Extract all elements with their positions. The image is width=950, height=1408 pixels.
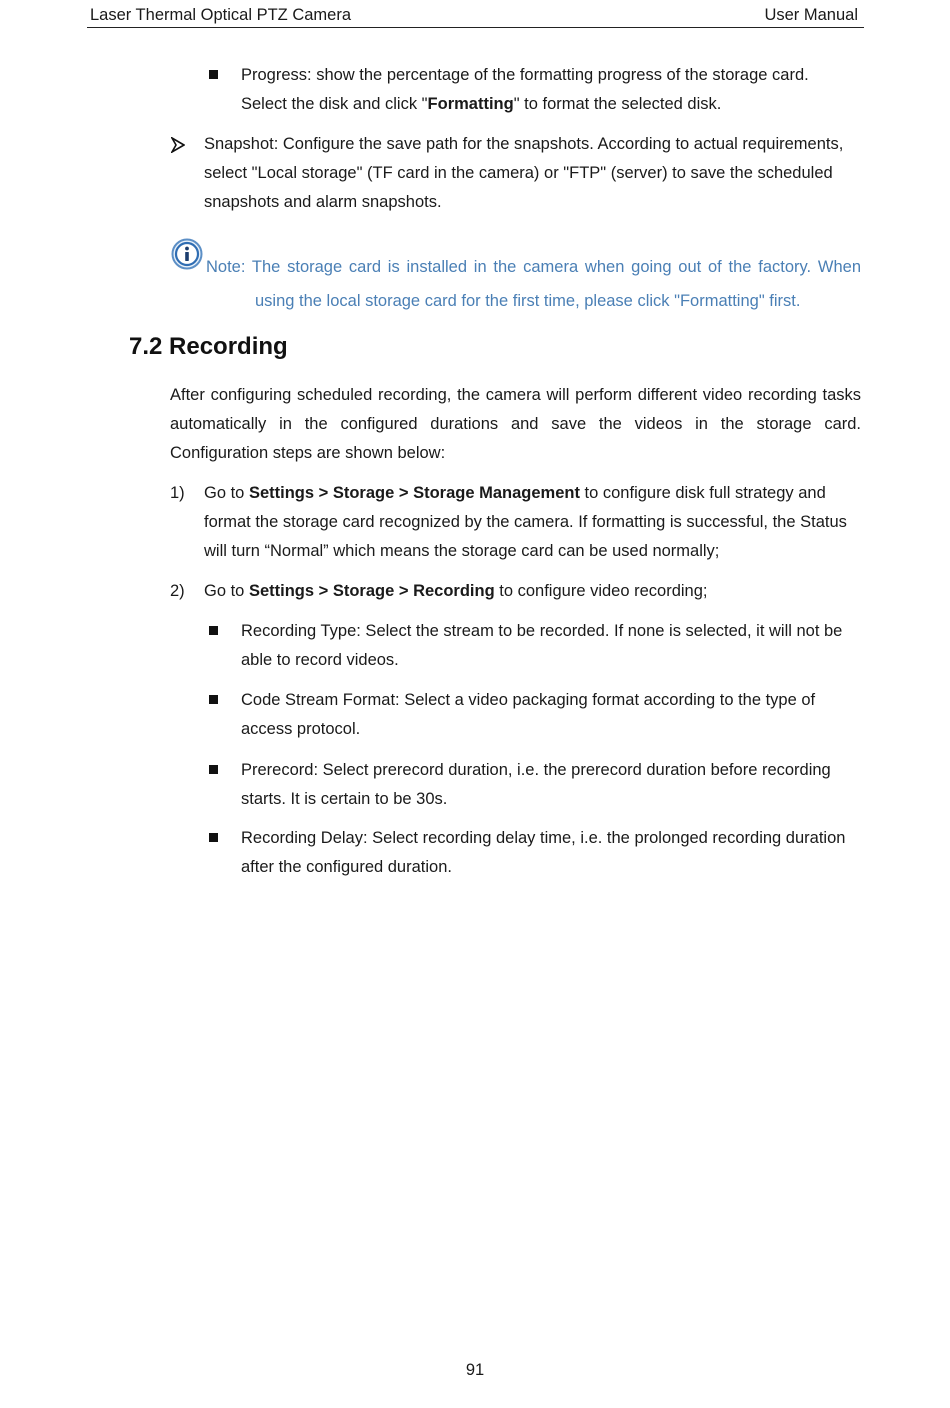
- square-bullet-icon: [209, 695, 218, 704]
- snapshot-bullet-line1: Snapshot: Configure the save path for the snapshots. According to actual requirements,: [204, 135, 844, 153]
- bullet-code-stream-line2: access protocol.: [241, 720, 361, 738]
- section-title: 7.2 Recording: [129, 333, 288, 360]
- square-bullet-icon: [209, 626, 218, 635]
- square-bullet-icon: [209, 833, 218, 842]
- step-1-line1: Go to Settings > Storage > Storage Management to configure disk full strategy and: [204, 484, 826, 502]
- step-2-path: Settings > Storage > Recording: [248, 582, 495, 600]
- step-number: 1): [170, 484, 185, 502]
- note-line2: using the local storage card for the first time, please click "Formatting" first.: [255, 292, 801, 310]
- square-bullet-icon: [209, 765, 218, 774]
- header-title: Laser Thermal Optical PTZ Camera: [90, 6, 352, 24]
- bullet-recording-type-line2: able to record videos.: [241, 651, 399, 669]
- step-1-line3: will turn “Normal” which means the storage card can be used normally;: [204, 542, 720, 560]
- intro-line1: After configuring scheduled recording, the camera will perform different video recording tasks: [170, 386, 861, 404]
- info-icon: [171, 238, 203, 270]
- page-number: 91: [465, 1361, 485, 1379]
- snapshot-bullet-line2: select "Local storage" (TF card in the camera) or "FTP" (server) to save the scheduled: [204, 164, 833, 182]
- progress-bullet-line2: Select the disk and click "Formatting" to format the selected disk.: [241, 95, 722, 113]
- intro-line3: Configuration steps are shown below:: [170, 444, 446, 462]
- progress-bullet-line1: Progress: show the percentage of the formatting progress of the storage card.: [241, 66, 809, 84]
- bullet-recording-delay-line1: Recording Delay: Select recording delay time, i.e. the prolonged recording duration: [241, 829, 846, 847]
- bullet-recording-type-line1: Recording Type: Select the stream to be recorded. If none is selected, it will not be: [241, 622, 843, 640]
- bullet-recording-delay-line2: after the configured duration.: [241, 858, 452, 876]
- snapshot-bullet-line3: snapshots and alarm snapshots.: [204, 193, 442, 211]
- step-2-line1: Go to Settings > Storage > Recording to configure video recording;: [204, 582, 708, 600]
- arrow-bullet-icon: [171, 137, 185, 153]
- intro-line2: automatically in the configured durations and save the videos in the storage card.: [170, 415, 861, 433]
- step-1-line2: format the storage card recognized by the camera. If formatting is successful, the Status: [204, 513, 847, 531]
- step-number: 2): [170, 582, 185, 600]
- note-line1: Note: The storage card is installed in the camera when going out of the factory. When: [206, 258, 861, 276]
- square-bullet-icon: [209, 70, 218, 79]
- bullet-code-stream-line1: Code Stream Format: Select a video packaging format according to the type of: [241, 691, 816, 709]
- page-header: [87, 4, 864, 28]
- formatting-bold-term: Formatting: [427, 95, 514, 113]
- bullet-prerecord-line2: starts. It is certain to be 30s.: [241, 790, 448, 808]
- step-1-path: Settings > Storage > Storage Management: [248, 484, 580, 502]
- header-doc-type: User Manual: [764, 6, 858, 24]
- bullet-prerecord-line1: Prerecord: Select prerecord duration, i.e. the prerecord duration before recording: [241, 761, 831, 779]
